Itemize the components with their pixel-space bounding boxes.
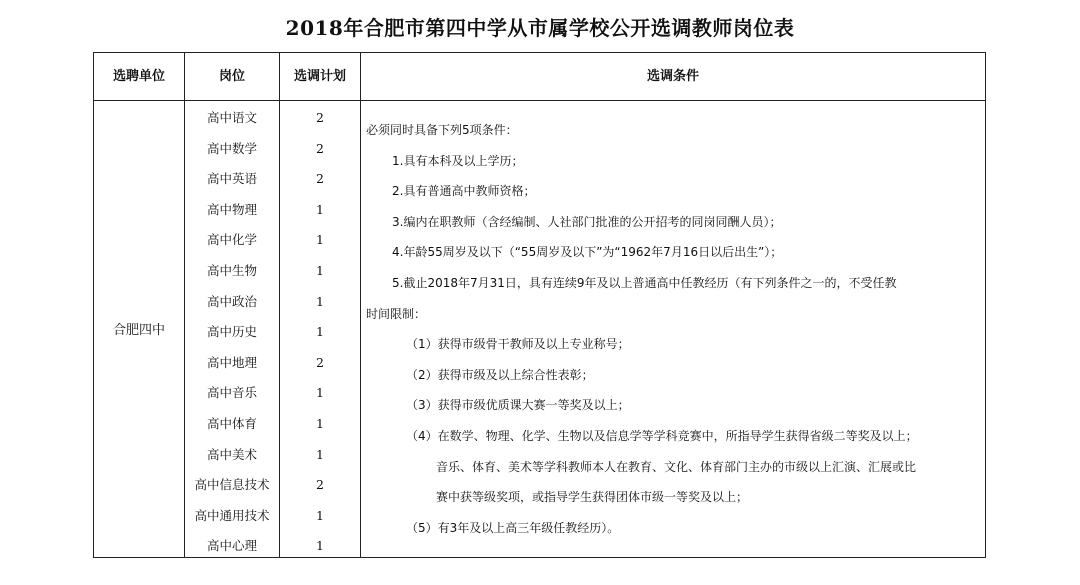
post-cell: 高中历史 xyxy=(206,324,257,340)
header-divider xyxy=(94,100,985,101)
header-conditions: 选调条件 xyxy=(646,69,699,84)
sub-condition: （5）有3年及以上高三年级任教经历）。 xyxy=(406,520,620,535)
post-cell: 高中通用技术 xyxy=(194,507,270,523)
plan-cell: 2 xyxy=(316,110,324,125)
plan-cell: 1 xyxy=(316,262,324,278)
sub-condition-continued: 音乐、体育、美术等学科教师本人在教育、文化、体育部门主办的市级以上汇演、汇展或比 xyxy=(436,459,917,474)
page-title: 2018年合肥市第四中学从市属学校公开选调教师岗位表 xyxy=(285,16,795,40)
header-unit: 选聘单位 xyxy=(112,69,165,84)
sub-condition-continued: 赛中获等级奖项，或指导学生获得团体市级一等奖及以上； xyxy=(436,490,749,505)
sub-condition: （2）获得市级及以上综合性表彰； xyxy=(406,367,594,382)
post-cell: 高中体育 xyxy=(206,415,257,431)
post-cell: 高中生物 xyxy=(206,262,257,278)
post-cell: 高中语文 xyxy=(206,110,257,125)
plan-list xyxy=(280,103,360,562)
plan-cell: 1 xyxy=(316,385,324,401)
condition-item-continued: 时间限制： xyxy=(366,306,427,321)
post-cell: 高中美术 xyxy=(206,446,257,462)
post-cell: 高中音乐 xyxy=(206,385,257,401)
plan-cell: 2 xyxy=(316,171,324,187)
plan-cell: 1 xyxy=(316,415,324,431)
plan-cell: 1 xyxy=(316,507,324,523)
post-cell: 高中物理 xyxy=(206,201,257,217)
condition-item: 1.具有本科及以上学历； xyxy=(392,153,524,168)
conditions-cell xyxy=(366,115,977,543)
plan-cell: 2 xyxy=(316,477,324,493)
post-cell: 高中数学 xyxy=(206,140,257,156)
sub-condition: （4）在数学、物理、化学、生物以及信息学等学科竞赛中，所指导学生获得省级二等奖及以上； xyxy=(406,428,918,443)
plan-cell: 1 xyxy=(316,293,324,309)
plan-cell: 2 xyxy=(316,140,324,156)
post-cell: 高中政治 xyxy=(206,293,257,309)
condition-item: 5.截止2018年7月31日，具有连续9年及以上普通高中任教经历（有下列条件之一的，不受任教 xyxy=(392,275,897,290)
positions-table xyxy=(93,52,986,558)
post-cell: 高中化学 xyxy=(206,232,257,248)
plan-cell: 1 xyxy=(316,538,324,554)
conditions-intro: 必须同时具备下列5项条件： xyxy=(366,123,518,137)
plan-cell: 1 xyxy=(316,446,324,462)
plan-cell: 1 xyxy=(316,232,324,248)
post-cell: 高中地理 xyxy=(206,354,257,370)
plan-cell: 1 xyxy=(316,201,324,217)
condition-item: 2.具有普通高中教师资格； xyxy=(392,184,536,199)
condition-item: 3.编内在职教师（含经编制、人社部门批准的公开招考的同岗同酬人员）； xyxy=(392,214,782,229)
post-cell: 高中信息技术 xyxy=(194,477,270,493)
post-cell: 高中心理 xyxy=(206,538,257,554)
sub-condition: （1）获得市级骨干教师及以上专业称号； xyxy=(406,337,630,352)
unit-cell: 合肥四中 xyxy=(112,323,165,338)
condition-item: 4.年龄55周岁及以下（“55周岁及以下”为“1962年7月16日以后出生”）； xyxy=(392,245,783,260)
header-post: 岗位 xyxy=(218,69,245,84)
column-divider xyxy=(360,53,361,557)
sub-condition: （3）获得市级优质课大赛一等奖及以上； xyxy=(406,398,630,413)
post-list xyxy=(185,103,279,562)
header-plan: 选调计划 xyxy=(293,69,346,84)
post-cell: 高中英语 xyxy=(206,171,257,187)
plan-cell: 1 xyxy=(316,324,324,340)
plan-cell: 2 xyxy=(316,354,324,370)
